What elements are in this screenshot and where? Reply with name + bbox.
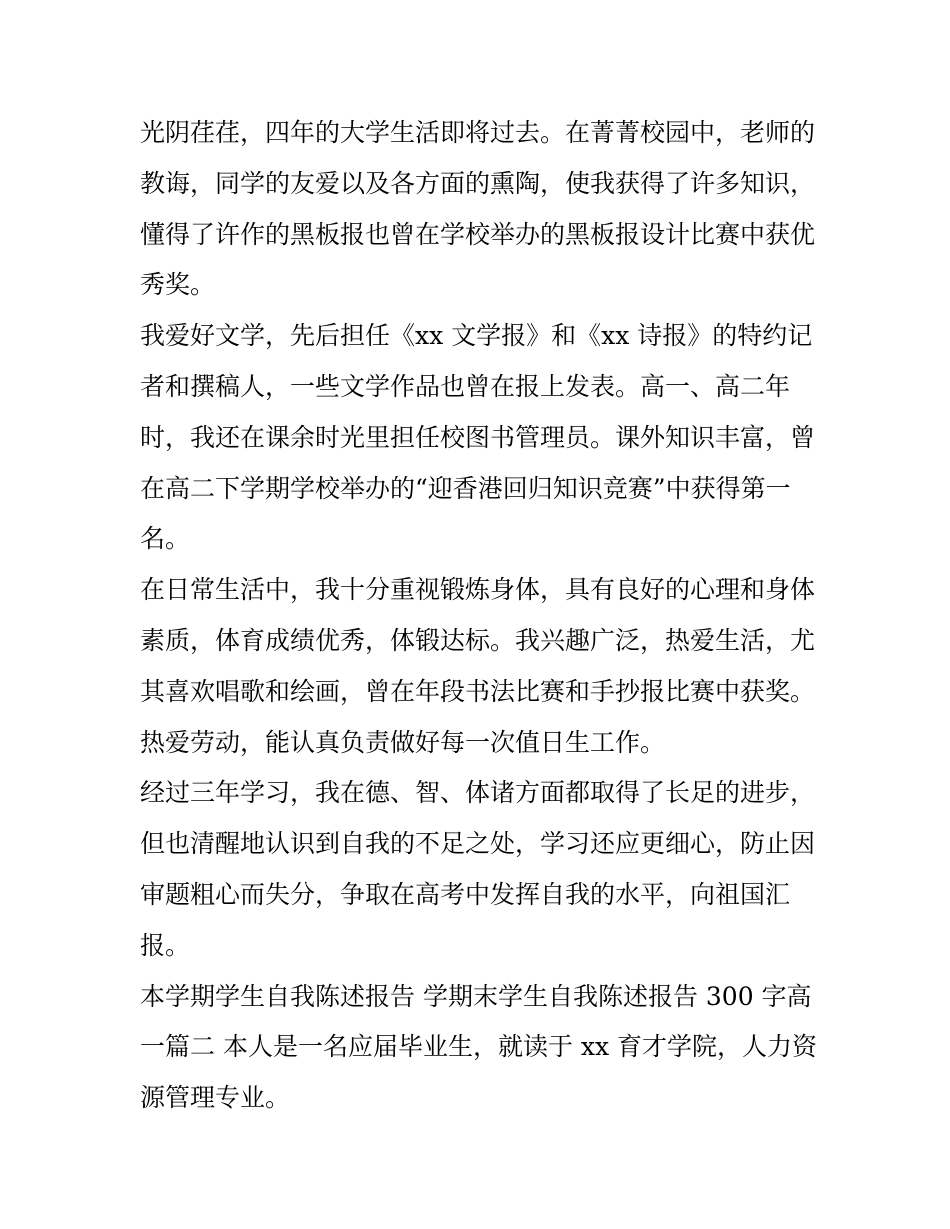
text-line-17: 报。 [140, 930, 191, 960]
text-line-7: 时，我还在课余时光里担任校图书管理员。课外知识丰富，曾 [140, 422, 816, 452]
text-line-2: 教诲，同学的友爱以及各方面的熏陶，使我获得了许多知识， [140, 168, 816, 198]
text-line-6: 者和撰稿人，一些文学作品也曾在报上发表。高一、高二年 [140, 371, 791, 401]
text-line-14: 经过三年学习，我在德、智、体诸方面都取得了长足的进步， [140, 778, 816, 808]
text-line-19: 一篇二 本人是一名应届毕业生，就读于 xx 育才学院，人力资 [140, 1032, 818, 1062]
text-line-16: 审题粗心而失分，争取在高考中发挥自我的水平，向祖国汇 [140, 879, 791, 909]
text-line-8: 在高二下学期学校举办的“迎香港回归知识竞赛”中获得第一 [140, 473, 791, 503]
text-line-13: 热爱劳动，能认真负责做好每一次值日生工作。 [140, 727, 666, 757]
text-line-20: 源管理专业。 [140, 1083, 291, 1113]
text-line-5: 我爱好文学，先后担任《xx 文学报》和《xx 诗报》的特约记 [140, 321, 813, 351]
text-line-1: 光阴荏荏，四年的大学生活即将过去。在菁菁校园中，老师的 [140, 118, 816, 147]
text-line-15: 但也清醒地认识到自我的不足之处，学习还应更细心，防止因 [140, 829, 816, 859]
text-line-11: 素质，体育成绩优秀，体锻达标。我兴趣广泛，热爱生活，尤 [140, 625, 816, 655]
document-body [140, 108, 820, 1124]
text-line-10: 在日常生活中，我十分重视锻炼身体，具有良好的心理和身体 [140, 575, 816, 605]
text-line-3: 懂得了许作的黑板报也曾在学校举办的黑板报设计比赛中获优 [140, 219, 816, 249]
text-line-12: 其喜欢唱歌和绘画，曾在年段书法比赛和手抄报比赛中获奖。 [140, 676, 816, 706]
text-line-18: 本学期学生自我陈述报告 学期末学生自我陈述报告 300 字高 [140, 981, 812, 1011]
text-line-4: 秀奖。 [140, 270, 216, 300]
text-line-9: 名。 [140, 524, 191, 554]
